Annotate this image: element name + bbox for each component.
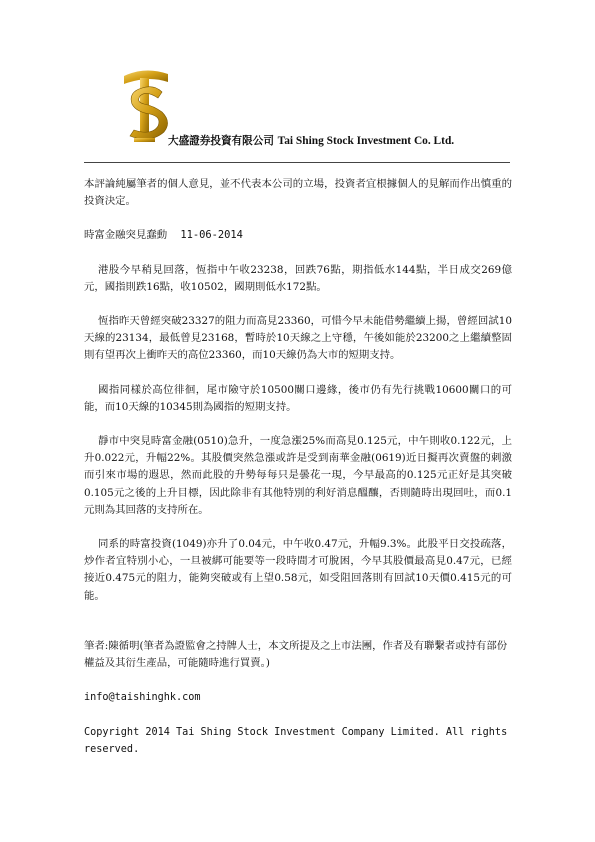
paragraph: 港股今早稍見回落，恆指中午收23238，回跌76點，期指低水144點，半日成交269億元，國指則跌16點，收10502，國期則低水172點。 [84, 263, 512, 293]
paragraph: 國指同樣於高位徘徊，尾市險守於10500關口邊緣，後市仍有先行挑戰10600關口的可能，而10天線的10345則為國指的短期支持。 [84, 383, 512, 413]
paragraph: 靜市中突見時富金融(0510)急升，一度急漲25%而高見0.125元，中午則收0.122元，上升0.022元，升幅22%。其股價突然急漲或許是受到南華金融(0619)近日擬再次賣盤的刺激而引來市場的遐思，然而此股的升勢每每只是曇花一現，今早最高的0.125元正好是其突破0.105元之後的上升目標，因此除非有其他特別的利好消息醞釀，否則隨時出現回吐，而0.1元則為其回落的支持所在。 [84, 435, 512, 516]
paragraph: 同系的時富投資(1049)亦升了0.04元，中午收0.47元，升幅9.3%。此股平日交投疏落，炒作者宜特別小心，一旦被綁可能要等一段時間才可脫困，今早其股價最高見0.47元，已經接近0.475元的阻力，能夠突破或有上望0.58元，如受阻回落則有回試10天價0.415元的可能。 [84, 538, 512, 602]
company-name-zh: 大盛證券投資有限公司 [168, 135, 274, 147]
article-body [84, 176, 512, 622]
footer [84, 638, 512, 775]
contact-email[interactable]: info@taishinghk.com [84, 692, 201, 704]
article-title: 時富金融突見蠢動 [84, 229, 168, 242]
ts-gold-monogram-icon [118, 62, 172, 146]
header-divider [84, 162, 510, 163]
company-logo [118, 62, 172, 146]
copyright-notice: Copyright 2014 Tai Shing Stock Investment Company Limited. All rights reserved. [84, 726, 508, 755]
company-name-en: Tai Shing Stock Investment Co. Ltd. [277, 135, 455, 147]
article-heading [84, 227, 512, 244]
paragraph: 恆指昨天曾經突破23327的阻力而高見23360，可惜今早未能借勢繼續上揚，曾經回試10天線的23134，最低曾見23168，暫時於10天線之上守穩，午後如能於23200之上繼續整固則有望再次上衝昨天的高位23360，而10天線仍為大市的短期支持。 [84, 315, 512, 362]
article-date: 11-06-2014 [180, 229, 243, 242]
disclaimer: 本評論純屬筆者的個人意見，並不代表本公司的立場，投資者宜根據個人的見解而作出慎重的投資決定。 [84, 178, 512, 208]
author-note: 筆者:陳循明(筆者為證監會之持牌人士，本文所提及之上市法團，作者及有聯繫者或持有部份權益及其衍生產品，可能隨時進行買賣。) [84, 640, 508, 670]
company-name [168, 134, 454, 148]
